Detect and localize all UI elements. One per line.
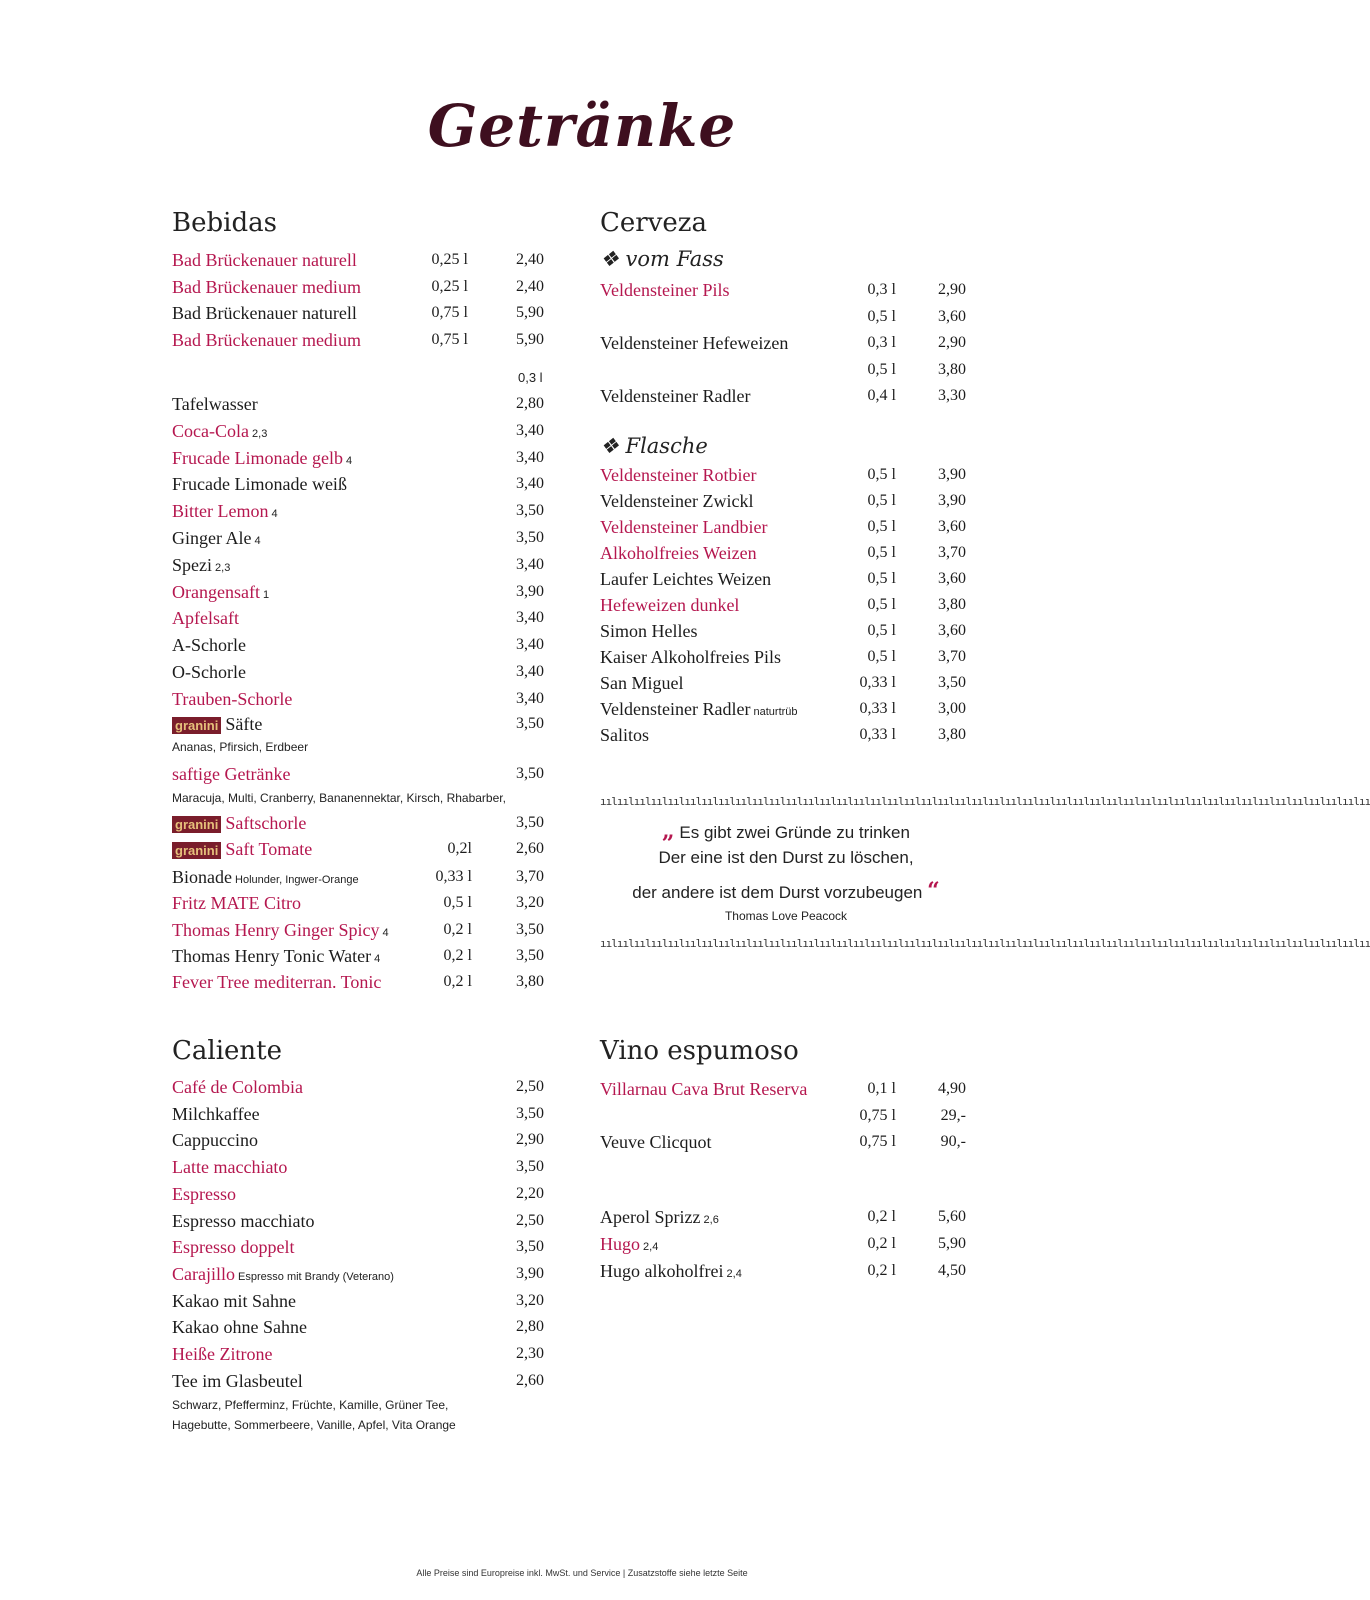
menu-item <box>172 275 544 299</box>
menu-item <box>600 593 972 617</box>
menu-item <box>172 499 544 523</box>
footer-note: Alle Preise sind Europreise inkl. MwSt. und Service | Zusatzstoffe siehe letzte Seite <box>416 1568 748 1578</box>
item-size: 0,3 l <box>867 334 896 351</box>
item-size: 0,75 l <box>431 304 468 321</box>
item-name: Villarnau Cava Brut Reserva <box>600 1079 808 1099</box>
item-note: Maracuja, Multi, Cranberry, Bananennektar, Kirsch, Rhabarber, <box>172 791 506 805</box>
item-size: 0,33 l <box>859 726 896 743</box>
menu-item <box>172 1182 544 1206</box>
menu-item <box>172 1289 544 1313</box>
menu-item <box>600 619 972 643</box>
menu-item <box>172 472 544 496</box>
menu-item <box>600 384 972 408</box>
item-price: 3,40 <box>516 421 544 439</box>
subsection-vom-fass: ❖ vom Fass <box>600 247 724 271</box>
item-name: Kakao mit Sahne <box>172 1290 296 1311</box>
menu-item <box>600 331 972 355</box>
item-suffix: 2,3 <box>248 427 268 440</box>
item-price: 3,40 <box>516 555 544 573</box>
item-suffix: 2,4 <box>640 1241 659 1253</box>
item-name: Bitter Lemon 4 <box>172 501 278 522</box>
item-name: Veldensteiner Pils <box>600 280 730 300</box>
item-size: 0,75 l <box>859 1133 896 1150</box>
item-price: 3,40 <box>516 689 544 707</box>
decorative-divider-bottom: ıılıılıılıılıılıılıılıılıılıılıılıılıılıılıılıılıılıılıılıılıılıılıılıılıılıılıılıılıılıılıılıılıılıılıılıılıılıılıılıılıılıılıılıılıılıı <box>600 937 1370 950</box>
menu-item <box>600 1104 972 1128</box>
item-price: 3,50 <box>516 715 544 732</box>
item-name: Apfelsaft <box>172 608 239 629</box>
menu-item <box>600 1205 972 1229</box>
item-price: 3,40 <box>516 663 544 680</box>
decorative-divider-top: ıılıılıılıılıılıılıılıılıılıılıılıılıılıılıılıılıılıılıılıılıılıılıılıılıılıılıılıılıılıılıılıılıılıılıılıılıılıılıılıılıılıılıılıılıılıı <box>600 795 1370 808</box>
item-name: Veldensteiner Zwickl <box>600 491 754 511</box>
item-name: O-Schorle <box>172 662 246 682</box>
item-name: Coca-Cola 2,3 <box>172 420 268 441</box>
item-price: 3,70 <box>516 868 544 885</box>
menu-item <box>172 419 544 443</box>
item-price: 3,60 <box>938 622 966 639</box>
item-name: Bad Brückenauer medium <box>172 276 361 297</box>
item-price: 2,60 <box>516 1371 544 1389</box>
item-name: Frucade Limonade gelb 4 <box>172 447 353 468</box>
item-name: Fever Tree mediterran. Tonic <box>172 972 382 993</box>
section-title-vino: Vino espumoso <box>600 1036 799 1066</box>
item-price: 3,50 <box>516 765 544 782</box>
item-name: Veldensteiner Landbier <box>600 517 768 537</box>
granini-logo: granini <box>172 816 221 833</box>
menu-item <box>172 1209 544 1233</box>
item-name: San Miguel <box>600 673 684 693</box>
item-name: Kaiser Alkoholfreies Pils <box>600 647 781 667</box>
item-name: Bad Brückenauer medium <box>172 329 361 350</box>
item-price: 3,50 <box>516 502 544 520</box>
item-suffix: naturtrüb <box>750 706 798 718</box>
item-size: 0,1 l <box>867 1080 896 1097</box>
item-price: 3,40 <box>516 636 544 654</box>
item-suffix: Espresso mit Brandy (Veterano) <box>234 1270 394 1283</box>
menu-item <box>600 671 972 695</box>
item-size: 0,33 l <box>859 674 896 691</box>
item-name: Thomas Henry Ginger Spicy 4 <box>172 919 389 940</box>
item-price: 3,50 <box>516 946 544 964</box>
menu-item <box>600 723 972 747</box>
page-title: Getränke <box>427 92 737 160</box>
item-name: Veldensteiner Rotbier <box>600 465 757 485</box>
item-name: Veuve Clicquot <box>600 1132 712 1152</box>
menu-item <box>172 328 544 352</box>
item-price: 4,90 <box>938 1080 966 1097</box>
item-size: 0,5 l <box>867 360 896 378</box>
item-suffix: 4 <box>379 926 389 939</box>
item-name: Ginger Ale 4 <box>172 528 261 548</box>
menu-item <box>600 541 972 565</box>
item-price: 3,90 <box>516 582 544 600</box>
item-price: 2,40 <box>516 251 544 268</box>
menu-item-granini-tomate <box>172 837 544 861</box>
menu-item <box>172 865 544 889</box>
menu-item <box>172 891 544 915</box>
quote-open-mark: „ <box>662 818 675 844</box>
item-name: Laufer Leichtes Weizen <box>600 569 772 589</box>
quote-close-mark: “ <box>927 878 940 904</box>
item-price: 29,- <box>940 1106 966 1124</box>
tea-note-2: Hagebutte, Sommerbeere, Vanille, Apfel, Vita Orange <box>172 1418 456 1432</box>
quote-line-2: Der eine ist den Durst zu löschen, <box>658 848 914 867</box>
item-name: Veldensteiner Radler naturtrüb <box>600 699 798 719</box>
item-price: 3,70 <box>938 648 966 665</box>
menu-item <box>600 278 972 302</box>
section-title-caliente: Caliente <box>172 1036 282 1066</box>
granini-logo: granini <box>172 842 221 859</box>
item-price: 3,80 <box>938 596 966 613</box>
menu-item <box>600 515 972 539</box>
item-size: 0,5 l <box>867 570 896 587</box>
item-price: 2,30 <box>516 1345 544 1362</box>
item-size: 0,25 l <box>431 277 468 295</box>
item-name: Tafelwasser <box>172 394 258 414</box>
item-price: 2,40 <box>516 277 544 295</box>
item-name: Bionade Holunder, Ingwer-Orange <box>172 867 359 887</box>
item-name: Trauben-Schorle <box>172 688 293 709</box>
menu-item <box>600 697 972 721</box>
menu-item <box>172 970 544 994</box>
item-name: Bad Brückenauer naturell <box>172 250 357 270</box>
quote-author: Thomas Love Peacock <box>724 909 848 923</box>
menu-item <box>600 1259 972 1283</box>
item-name: Hefeweizen dunkel <box>600 595 740 615</box>
menu-item <box>172 1369 544 1393</box>
item-size: 0,5 l <box>867 518 896 535</box>
item-name: Alkoholfreies Weizen <box>600 543 757 563</box>
menu-item <box>172 660 544 684</box>
item-name: Thomas Henry Tonic Water 4 <box>172 945 381 966</box>
item-name: Orangensaft 1 <box>172 581 270 602</box>
item-price: 3,50 <box>938 674 966 691</box>
item-name: Tee im Glasbeutel <box>172 1370 303 1391</box>
item-price: 5,60 <box>938 1208 966 1225</box>
item-size: 0,5 l <box>867 307 896 325</box>
item-price: 3,20 <box>516 894 544 912</box>
item-price: 3,90 <box>938 466 966 483</box>
menu-item <box>172 606 544 630</box>
item-size: 0,33 l <box>859 700 896 717</box>
item-suffix: 4 <box>371 952 381 965</box>
menu-item <box>172 526 544 550</box>
item-size: 0,75 l <box>431 330 468 348</box>
menu-item <box>172 1102 544 1126</box>
item-name: Saft Tomate <box>225 839 313 859</box>
menu-item-granini-saftschorle <box>172 811 544 835</box>
section-title-bebidas: Bebidas <box>172 208 277 238</box>
menu-item <box>600 1130 972 1154</box>
item-name: Veldensteiner Hefeweizen <box>600 333 789 353</box>
item-name: Säfte <box>225 714 263 734</box>
item-price: 3,50 <box>516 1158 544 1176</box>
menu-item <box>600 567 972 591</box>
item-note: Ananas, Pfirsich, Erdbeer <box>172 740 309 754</box>
item-price: 2,20 <box>516 1184 544 1202</box>
item-price: 5,90 <box>516 330 544 348</box>
section-title-cerveza: Cerveza <box>600 208 707 238</box>
item-name: Aperol Sprizz 2,6 <box>600 1207 719 1227</box>
quote-line-3: der andere ist dem Durst vorzubeugen “ <box>632 878 940 904</box>
item-name: Heiße Zitrone <box>172 1344 273 1364</box>
menu-item <box>172 1075 544 1099</box>
menu-item <box>600 305 972 329</box>
item-size: 0,5 l <box>867 622 896 639</box>
menu-item <box>172 553 544 577</box>
item-name: Café de Colombia <box>172 1077 303 1097</box>
item-suffix: 1 <box>259 588 270 601</box>
item-name: Frucade Limonade weiß <box>172 474 347 495</box>
item-size: 0,3 l <box>867 281 896 298</box>
menu-item <box>172 687 544 711</box>
item-size: 0,2 l <box>867 1262 896 1279</box>
item-size: 0,5 l <box>867 544 896 561</box>
item-price: 2,90 <box>516 1131 544 1149</box>
item-name: Hugo alkoholfrei 2,4 <box>600 1261 742 1281</box>
menu-item <box>172 1342 544 1366</box>
menu-item <box>172 1315 544 1339</box>
item-price: 5,90 <box>516 304 544 321</box>
menu-item <box>172 918 544 942</box>
menu-item <box>172 1235 544 1259</box>
item-name: Latte macchiato <box>172 1157 288 1178</box>
item-price: 2,80 <box>516 395 544 412</box>
item-size: 0,4 l <box>867 387 896 404</box>
menu-item <box>172 446 544 470</box>
item-price: 3,60 <box>938 570 966 587</box>
menu-item <box>600 489 972 513</box>
item-name: A-Schorle <box>172 635 246 656</box>
item-price: 2,80 <box>516 1318 544 1336</box>
item-size: 0,2 l <box>443 973 472 991</box>
item-size: 0,5 l <box>867 492 896 509</box>
item-size: 0,75 l <box>859 1106 896 1124</box>
menu-item <box>172 1128 544 1152</box>
item-size: 0,25 l <box>431 251 468 268</box>
item-price: 4,50 <box>938 1262 966 1279</box>
menu-item <box>600 1077 972 1101</box>
item-size: 0,2 l <box>867 1235 896 1252</box>
item-price: 3,90 <box>938 492 966 509</box>
item-price: 3,70 <box>938 544 966 561</box>
item-size: 0,5 l <box>867 596 896 613</box>
item-name: Salitos <box>600 725 650 745</box>
item-price: 3,30 <box>938 387 966 404</box>
item-name: Kakao ohne Sahne <box>172 1317 307 1338</box>
item-size: 0,2 l <box>443 946 472 964</box>
item-size: 0,2l <box>447 840 472 857</box>
menu-item <box>172 1262 544 1286</box>
item-price: 3,40 <box>516 475 544 493</box>
item-name: Espresso doppelt <box>172 1237 295 1258</box>
item-size: 0,5 l <box>867 648 896 665</box>
item-size: 0,33 l <box>435 868 472 885</box>
menu-item <box>600 645 972 669</box>
item-suffix: 2,3 <box>212 561 231 574</box>
item-suffix: 2,6 <box>700 1214 719 1226</box>
item-name: Milchkaffee <box>172 1103 260 1124</box>
item-suffix: Holunder, Ingwer-Orange <box>232 874 359 886</box>
item-name: Carajillo Espresso mit Brandy (Veterano) <box>172 1263 394 1284</box>
item-size: 0,2 l <box>867 1208 896 1225</box>
menu-item <box>172 944 544 968</box>
item-name: Simon Helles <box>600 621 698 641</box>
item-suffix: 4 <box>268 508 278 521</box>
menu-item <box>172 301 544 325</box>
item-size: 0,5 l <box>867 466 896 483</box>
item-name: Espresso macchiato <box>172 1210 315 1231</box>
item-price: 2,50 <box>516 1078 544 1095</box>
menu-item <box>172 633 544 657</box>
item-suffix: 4 <box>251 535 261 547</box>
item-price: 3,00 <box>938 700 966 717</box>
item-name: Veldensteiner Radler <box>600 386 751 406</box>
item-size: 0,2 l <box>443 920 472 938</box>
item-price: 3,80 <box>516 973 544 991</box>
item-price: 3,20 <box>516 1291 544 1309</box>
menu-item-saftige-getraenke <box>172 762 544 786</box>
menu-item <box>172 1155 544 1179</box>
granini-logo: granini <box>172 717 221 734</box>
quote-line-1: „ Es gibt zwei Gründe zu trinken <box>662 818 910 844</box>
item-price: 3,40 <box>516 448 544 466</box>
item-price: 2,60 <box>516 840 544 857</box>
item-price: 2,90 <box>938 334 966 351</box>
item-name: Fritz MATE Citro <box>172 893 301 914</box>
item-price: 90,- <box>940 1133 966 1150</box>
item-price: 3,50 <box>516 920 544 938</box>
item-price: 3,60 <box>938 518 966 535</box>
menu-item <box>172 392 544 416</box>
menu-item <box>172 580 544 604</box>
item-size: 0,5 l <box>443 894 472 912</box>
item-name: Spezi 2,3 <box>172 554 231 575</box>
unit-label: 0,3 l <box>518 370 543 385</box>
item-suffix: 4 <box>342 454 353 467</box>
menu-item <box>172 248 544 272</box>
item-price: 3,90 <box>516 1264 544 1282</box>
item-name: Bad Brückenauer naturell <box>172 303 357 323</box>
item-price: 3,60 <box>938 307 966 325</box>
item-name: Hugo 2,4 <box>600 1234 659 1254</box>
item-name: Saftschorle <box>225 813 307 833</box>
item-suffix: 2,4 <box>723 1268 742 1280</box>
menu-item <box>600 463 972 487</box>
item-price: 3,40 <box>516 609 544 627</box>
subsection-flasche: ❖ Flasche <box>600 434 708 458</box>
item-price: 3,50 <box>516 1238 544 1256</box>
item-price: 3,50 <box>516 814 544 831</box>
item-price: 3,80 <box>938 360 966 378</box>
item-price: 3,50 <box>516 1104 544 1122</box>
item-name: Cappuccino <box>172 1130 258 1151</box>
item-price: 2,50 <box>516 1211 544 1229</box>
item-price: 3,80 <box>938 726 966 743</box>
item-price: 2,90 <box>938 281 966 298</box>
menu-item <box>600 358 972 382</box>
item-price: 5,90 <box>938 1235 966 1252</box>
item-price: 3,50 <box>516 529 544 546</box>
menu-item-granini-saefte <box>172 712 544 736</box>
tea-note-1: Schwarz, Pfefferminz, Früchte, Kamille, Grüner Tee, <box>172 1398 449 1412</box>
menu-item <box>600 1232 972 1256</box>
item-name: Espresso <box>172 1183 236 1204</box>
item-name: saftige Getränke <box>172 764 291 784</box>
